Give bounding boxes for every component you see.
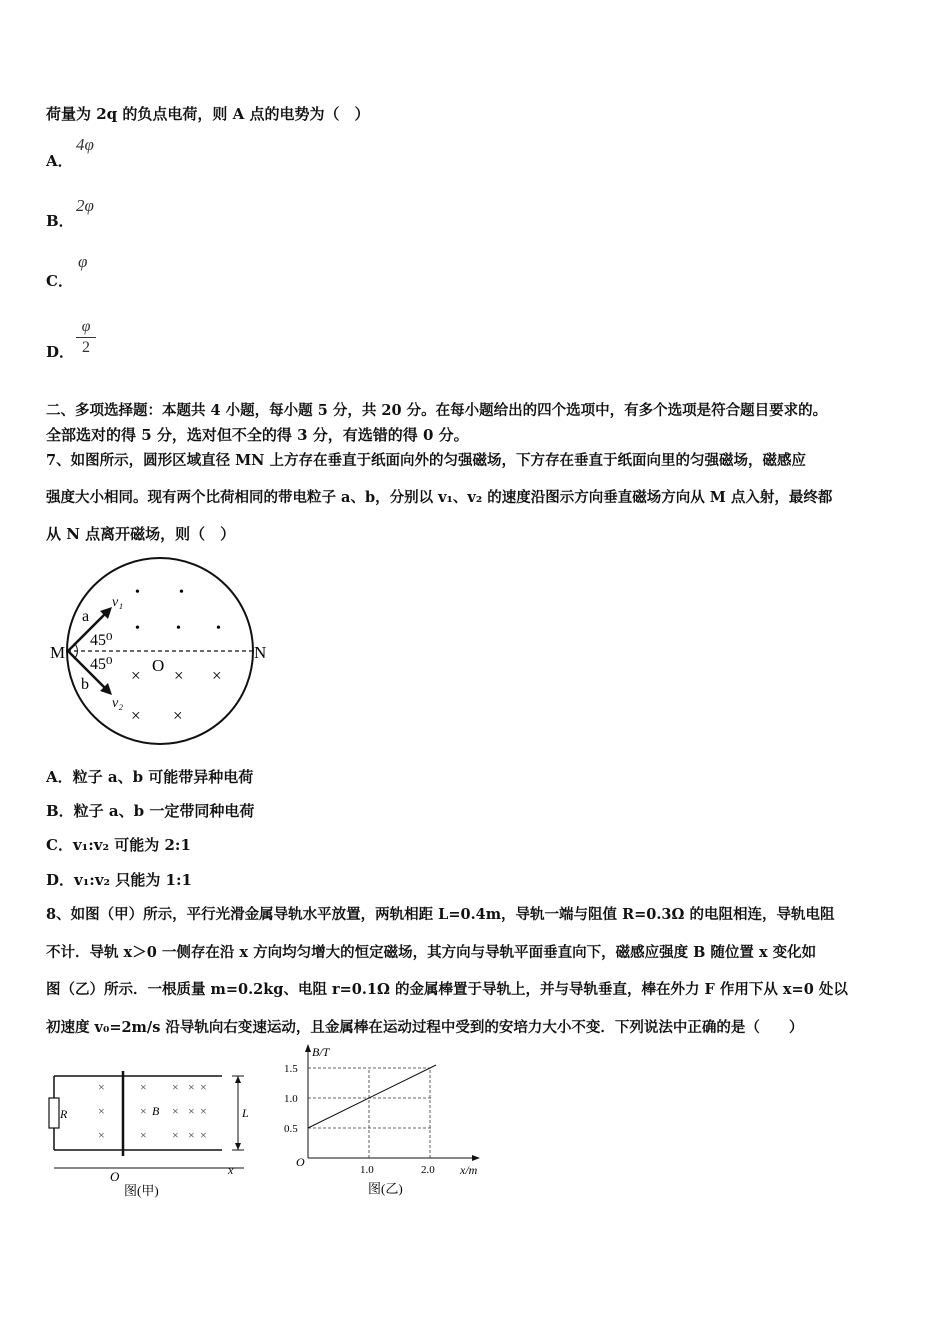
label-o: O — [152, 656, 165, 675]
field-cross: × — [188, 1080, 195, 1094]
label-o: O — [110, 1169, 120, 1184]
field-out-dot: • — [179, 585, 184, 600]
caption-fig-b: 图(乙) — [368, 1181, 403, 1196]
q6-option-d-label: D． — [46, 343, 75, 361]
label-n: N — [254, 643, 267, 662]
q6-option-a-label: A． — [46, 152, 73, 170]
field-cross: × — [140, 1080, 147, 1094]
dim-arrow-up — [235, 1076, 241, 1083]
field-in-cross: × — [173, 706, 183, 725]
field-cross: × — [172, 1128, 179, 1142]
field-in-cross: × — [212, 666, 222, 685]
chart-y-arrow — [305, 1044, 311, 1052]
field-cross: × — [98, 1104, 105, 1118]
fraction-numerator: φ — [81, 318, 91, 335]
field-cross: × — [188, 1128, 195, 1142]
chart-x-tick-label: 1.0 — [360, 1164, 374, 1176]
field-cross: × — [140, 1104, 147, 1118]
section2-line2: 全部选对的得 5 分，选对但不全的得 3 分，有选错的得 0 分。 — [46, 426, 469, 444]
label-angle-top: 45⁰ — [90, 632, 113, 649]
q7-line2: 强度大小相同。现有两个比荷相同的带电粒子 a、b，分别以 v₁、v₂ 的速度沿图示方向垂直磁场方向从 M 点入射，最终都 — [46, 489, 833, 506]
q7-option-c: C．v₁:v₂ 可能为 2:1 — [46, 836, 191, 854]
label-a: a — [82, 608, 90, 625]
field-in-cross: × — [174, 666, 184, 685]
label-b: B — [152, 1104, 160, 1118]
fraction-bar — [76, 337, 96, 338]
chart-y-tick-label: 0.5 — [284, 1123, 298, 1135]
chart-y-label: B/T — [312, 1045, 330, 1059]
field-cross: × — [172, 1104, 179, 1118]
field-cross: × — [188, 1104, 195, 1118]
fraction-denominator: 2 — [82, 339, 90, 356]
q7-line3: 从 N 点离开磁场，则（ ） — [46, 525, 236, 543]
field-cross: × — [172, 1080, 179, 1094]
q6-option-a-value: 4φ — [76, 135, 94, 154]
label-m: M — [50, 643, 66, 662]
field-out-dot: • — [135, 585, 140, 600]
q6-option-d-fraction — [76, 318, 96, 357]
q6-option-b-value: 2φ — [76, 196, 94, 215]
q7-option-b: B．粒子 a、b 一定带同种电荷 — [46, 802, 255, 820]
chart-origin: O — [296, 1155, 305, 1169]
field-in-cross: × — [131, 666, 141, 685]
q6-option-c-label: C． — [46, 272, 73, 290]
label-v1: v₁ — [112, 595, 124, 610]
label-l: L — [242, 1106, 249, 1120]
q7-option-a: A．粒子 a、b 可能带异种电荷 — [46, 768, 254, 786]
q6-stem: 荷量为 2q 的负点电荷，则 A 点的电势为（ ） — [46, 105, 370, 123]
field-cross: × — [98, 1128, 105, 1142]
q6-option-b-label: B． — [46, 212, 74, 230]
field-cross: × — [200, 1080, 207, 1094]
q8-line2: 不计．导轨 x＞0 一侧存在沿 x 方向均匀增大的恒定磁场，其方向与导轨平面垂直向下，磁感应强度 B 随位置 x 变化如 — [46, 944, 817, 961]
q8-line1: 8、如图（甲）所示，平行光滑金属导轨水平放置，两轨相距 L=0.4m，导轨一端与阻值 R=0.3Ω 的电阻相连，导轨电阻 — [46, 906, 835, 923]
q8-line3: 图（乙）所示．一根质量 m=0.2kg、电阻 r=0.1Ω 的金属棒置于导轨上，并与导轨垂直，棒在外力 F 作用下从 x=0 处以 — [46, 981, 848, 998]
chart-y-tick-label: 1.5 — [284, 1063, 298, 1075]
field-cross: × — [200, 1104, 207, 1118]
field-cross: × — [98, 1080, 105, 1094]
chart-x-label: x/m — [460, 1163, 478, 1177]
field-out-dot: • — [135, 621, 140, 636]
label-x: x — [228, 1163, 234, 1177]
chart-x-tick-label: 2.0 — [421, 1164, 435, 1176]
q7-line1: 7、如图所示，圆形区域直径 MN 上方存在垂直于纸面向外的匀强磁场，下方存在垂直于纸面向里的匀强磁场，磁感应 — [46, 452, 806, 469]
field-cross: × — [200, 1128, 207, 1142]
field-out-dot: • — [216, 621, 221, 636]
q8-figure-a — [44, 1068, 259, 1203]
q7-option-d: D．v₁:v₂ 只能为 1:1 — [46, 871, 192, 889]
chart-series-line-b — [308, 1065, 436, 1128]
caption-fig-a: 图(甲) — [124, 1183, 159, 1198]
q8-line4: 初速度 v₀=2m/s 沿导轨向右变速运动，且金属棒在运动过程中受到的安培力大小不变．下列说法中正确的是（ ） — [46, 1019, 804, 1036]
dim-arrow-down — [235, 1143, 241, 1150]
q7-figure — [40, 555, 280, 755]
section2-line1: 二、多项选择题：本题共 4 小题，每小题 5 分，共 20 分。在每小题给出的四个选项中，有多个选项是符合题目要求的。 — [46, 402, 828, 419]
field-out-dot: • — [176, 621, 181, 636]
label-b: b — [81, 676, 89, 693]
chart-x-arrow — [472, 1155, 480, 1161]
label-angle-bottom: 45⁰ — [90, 656, 113, 673]
label-v2: v₂ — [112, 696, 124, 711]
q8-figure-b-chart — [280, 1040, 490, 1200]
chart-y-tick-label: 1.0 — [284, 1093, 298, 1105]
field-cross: × — [140, 1128, 147, 1142]
q6-option-c-value: φ — [78, 252, 88, 271]
label-r: R — [60, 1107, 68, 1121]
field-in-cross: × — [131, 706, 141, 725]
resistor — [49, 1098, 59, 1128]
